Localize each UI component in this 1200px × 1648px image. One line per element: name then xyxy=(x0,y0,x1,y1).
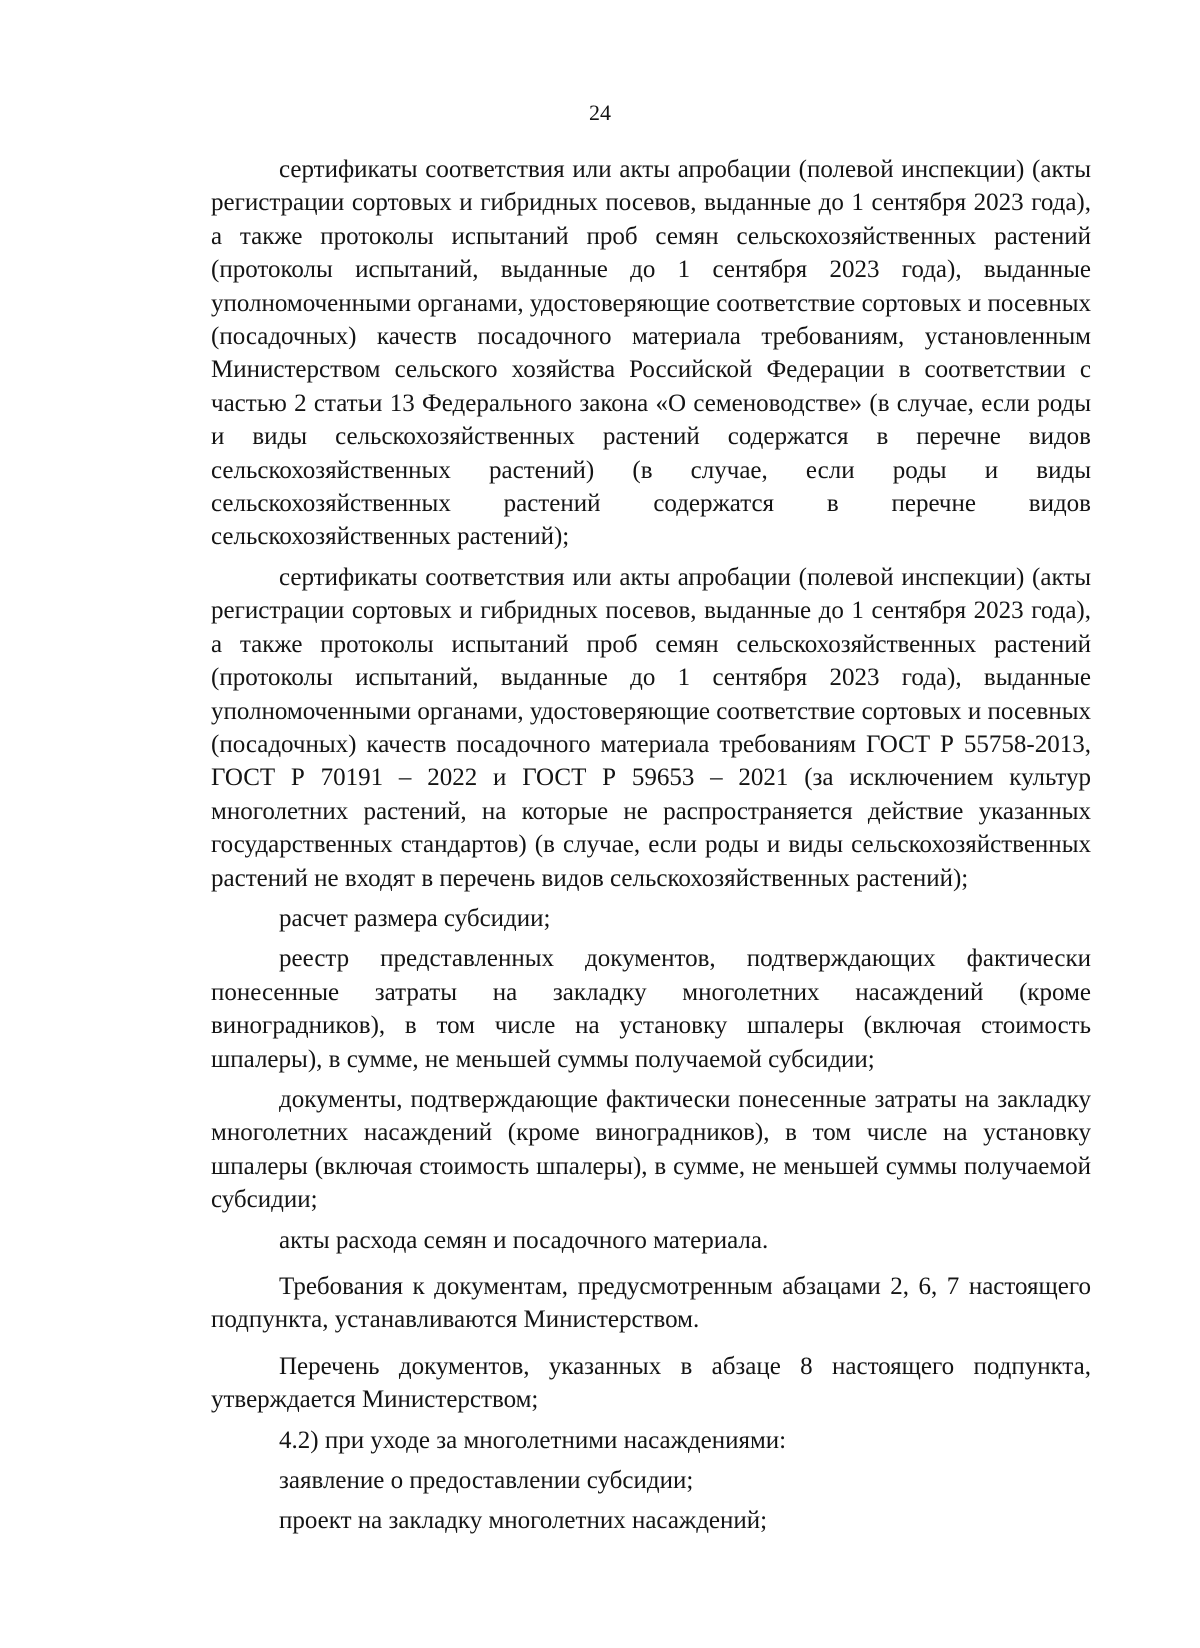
document-body xyxy=(211,153,1091,1538)
paragraph-documents-register: реестр представленных документов, подтверждающих фактически понесенные затраты на закладку многолетних насаждений (кроме виноградников), в том числе на установку шпалеры (включая стоимость шпалеры), в сумме, не меньшей суммы получаемой субсидии; xyxy=(211,945,1091,1073)
paragraph-document-requirements: Требования к документам, предусмотренным абзацами 2, 6, 7 настоящего подпункта, устанавливаются Министерством. xyxy=(211,1273,1091,1334)
paragraph-planting-project: проект на закладку многолетних насаждений; xyxy=(279,1507,768,1535)
paragraph-subsidy-calculation: расчет размера субсидии; xyxy=(279,904,551,932)
page-number: 24 xyxy=(589,100,611,125)
paragraph-document-list: Перечень документов, указанных в абзаце 8 настоящего подпункта, утверждается Министерством; xyxy=(211,1352,1091,1414)
paragraph-seed-consumption-acts: акты расхода семян и посадочного материала. xyxy=(279,1226,769,1254)
paragraph-subsection-4-2: 4.2) при уходе за многолетними насаждениями: xyxy=(279,1426,787,1454)
paragraph-certificates-standards-ministry: сертификаты соответствия или акты апробации (полевой инспекции) (акты регистрации сортовых и гибридных посевов, выданные до 1 сентября 2023 года), а также протоколы испытаний проб семян сельскохозяйственных растений (протоколы испытаний, выданные до 1 сентября 2023 года), выданные уполномоченными органами, удостоверяющие соответствие сортовых и посевных (посадочных) качеств посадочного материала требованиям, установленным Министерством сельского хозяйства Российской Федерации в соответствии с частью 2 статьи 13 Федерального закона «О семеноводстве» (в случае, если роды и виды сельскохозяйственных растений содержатся в перечне видов сельскохозяйственных растений) (в случае, если роды и виды сельскохозяйственных растений содержатся в перечне видов сельскохозяйственных растений); xyxy=(211,156,1091,551)
paragraph-cost-documents: документы, подтверждающие фактически понесенные затраты на закладку многолетних насаждений (кроме виноградников), в том числе на установку шпалеры (включая стоимость шпалеры), в сумме, не меньшей суммы получаемой субсидии; xyxy=(211,1085,1091,1214)
paragraph-certificates-gost: сертификаты соответствия или акты апробации (полевой инспекции) (акты регистрации сортовых и гибридных посевов, выданные до 1 сентября 2023 года), а также протоколы испытаний проб семян сельскохозяйственных растений (протоколы испытаний, выданные до 1 сентября 2023 года), выданные уполномоченными органами, удостоверяющие соответствие сортовых и посевных (посадочных) качеств посадочного материала требованиям ГОСТ Р 55758-2013, ГОСТ Р 70191 – 2022 и ГОСТ Р 59653 – 2021 (за исключением культур многолетних растений, на которые не распространяется действие указанных государственных стандартов) (в случае, если роды и виды сельскохозяйственных растений не входят в перечень видов сельскохозяйственных растений); xyxy=(211,563,1091,892)
paragraph-subsidy-application: заявление о предоставлении субсидии; xyxy=(279,1467,694,1495)
